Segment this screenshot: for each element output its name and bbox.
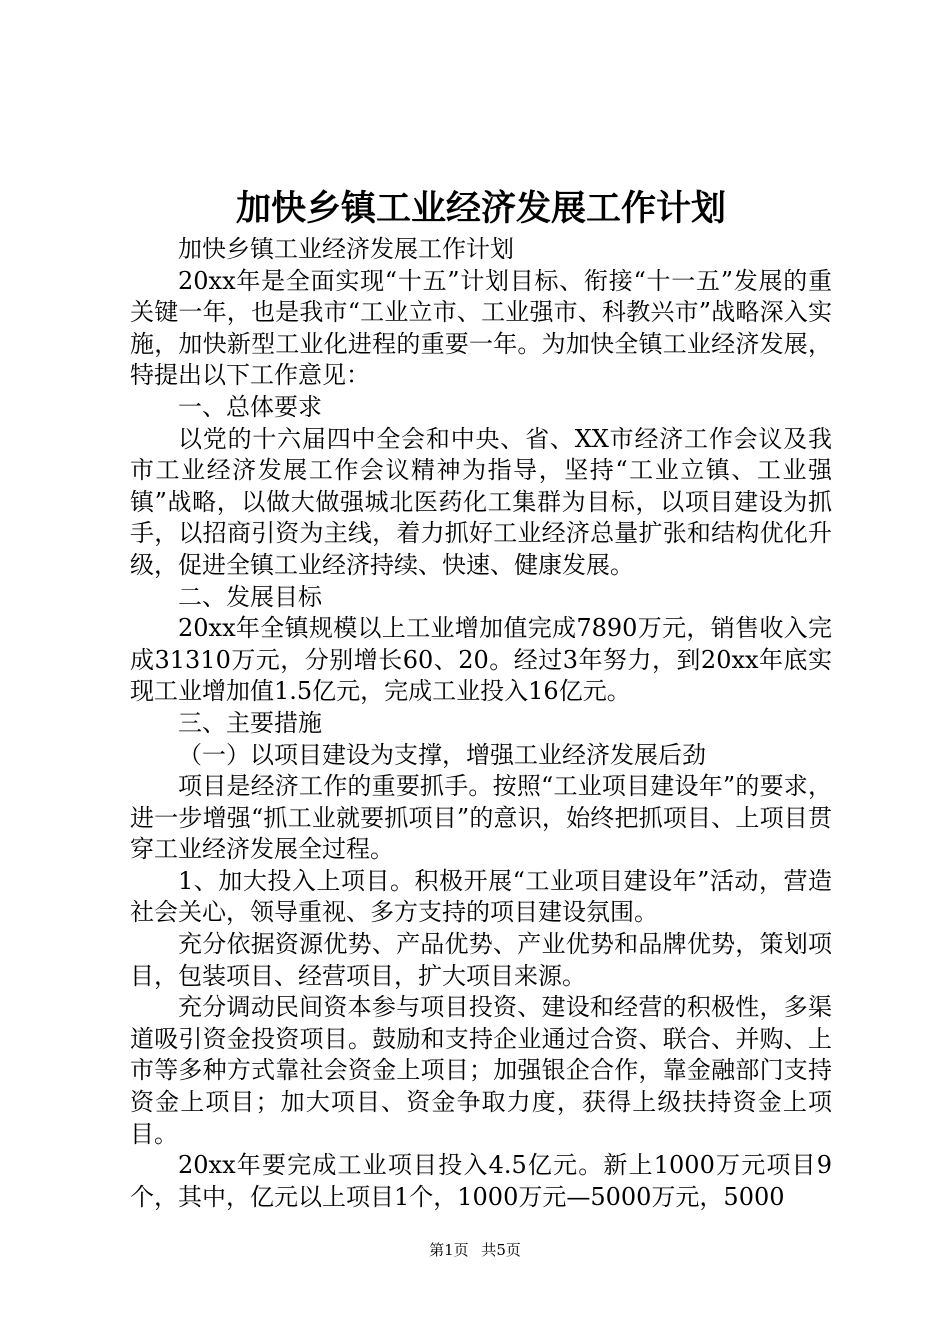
page-number: 第1页 — [429, 1241, 469, 1259]
subsection-heading: （一）以项目建设为支撑，增强工业经济发展后劲 — [178, 740, 706, 769]
paragraph: 充分调动民间资本参与项目投资、建设和经营的积极性，多渠道吸引资金投资项目。鼓励和支持企业通过合资、联合、并购、上市等多种方式靠社会资金上项目；加强银企合作，靠金融部门支持资金上项目；加大项目、资金争取力度，获得上级扶持资金上项目。 — [130, 993, 832, 1148]
paragraph: 充分依据资源优势、产品优势、产业优势和品牌优势，策划项目，包装项目、经营项目，扩大项目来源。 — [130, 930, 832, 990]
section-heading: 一、总体要求 — [178, 392, 322, 421]
paragraph: 20xx年要完成工业项目投入4.5亿元。新上1000万元项目9个，其中，亿元以上项目1个，1000万元—5000万元，5000 — [130, 1151, 832, 1211]
paragraph: 20xx年全镇规模以上工业增加值完成7890万元，销售收入完成31310万元，分别增长60、20。经过3年努力，到20xx年底实现工业增加值1.5亿元，完成工业投入16亿元。 — [130, 614, 832, 706]
paragraph: 以党的十六届四中全会和中央、省、XX市经济工作会议及我市工业经济发展工作会议精神为指导，坚持“工业立镇、工业强镇”战略，以做大做强城北医药化工集群为目标，以项目建设为抓手，以招商引资为主线，着力抓好工业经济总量扩张和结构优化升级，促进全镇工业经济持续、快速、健康发展。 — [130, 424, 832, 579]
document-page — [130, 0, 832, 1344]
page-footer — [0, 1240, 950, 1260]
section-heading: 二、发展目标 — [178, 582, 322, 611]
page-total: 共5页 — [481, 1241, 521, 1259]
document-title: 加快乡镇工业经济发展工作计划 — [235, 189, 726, 229]
paragraph: 项目是经济工作的重要抓手。按照“工业项目建设年”的要求，进一步增强“抓工业就要抓项目”的意识，始终把抓项目、上项目贯穿工业经济发展全过程。 — [130, 772, 832, 864]
paragraph: 加快乡镇工业经济发展工作计划 — [178, 235, 514, 263]
document-body — [130, 234, 832, 1213]
paragraph: 1、加大投入上项目。积极开展“工业项目建设年”活动，营造社会关心，领导重视、多方支持的项目建设氛围。 — [130, 866, 832, 927]
section-heading: 三、主要措施 — [178, 708, 322, 737]
paragraph: 20xx年是全面实现“十五”计划目标、衔接“十一五”发展的重关键一年，也是我市“工业立市、工业强市、科教兴市”战略深入实施，加快新型工业化进程的重要一年。为加快全镇工业经济发展，特提出以下工作意见： — [130, 266, 832, 390]
